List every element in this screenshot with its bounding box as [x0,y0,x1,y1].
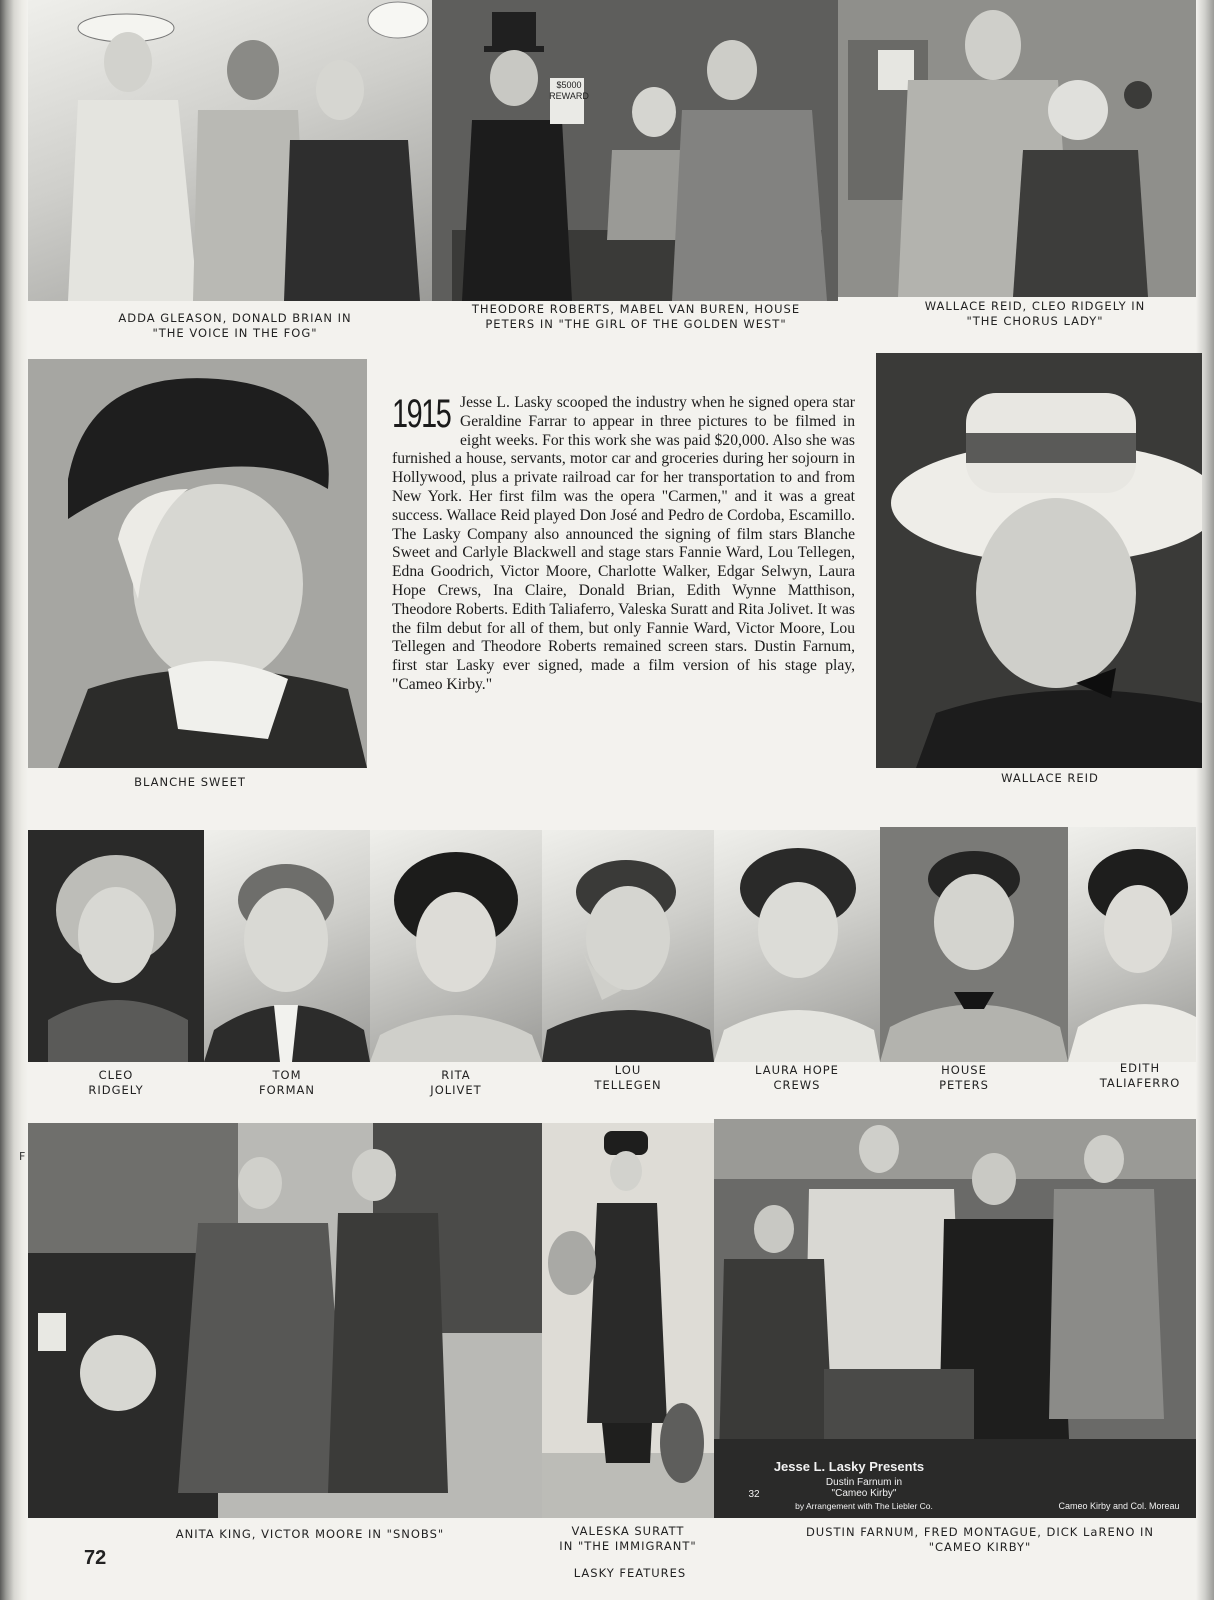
inset-farnum-in: Dustin Farnum in "Cameo Kirby" [825,1477,903,1499]
caption-edith-taliaferro: EDITH TALIAFERRO [1099,1061,1181,1090]
article-1915 [392,394,855,695]
caption-wallace-reid: WALLACE REID [1001,771,1099,785]
caption-laura-hope-crews: LAURA HOPE CREWS [755,1063,839,1092]
portrait-blanche-sweet [28,359,367,768]
portrait-lou-tellegen [542,830,714,1062]
portrait-tom-forman [204,830,370,1062]
caption-cleo-ridgely: CLEO RIDGELY [88,1068,144,1097]
caption-blanche-sweet: BLANCHE SWEET [134,775,246,789]
photo-voice-in-the-fog [28,0,432,301]
portrait-house-peters [880,827,1068,1062]
portrait-laura-hope-crews [714,830,880,1062]
article-body: Jesse L. Lasky scooped the industry when he signed opera star Geraldine Farrar to appear in three pictures to be filmed in eight weeks. For this work she was paid $20,000. Also she was furnished a house, servants, motor car and groceries during her sojourn in Hollywood, plus a private railroad car for her transportation to and from New York. Her first film was the opera "Carmen," and it was a great success. Wallace Reid played Don José and Pedro de Cordoba, Escamillo. The Lasky Company also announced the signing of film stars Blanche Sweet and Carlyle Blackwell and stage stars Fannie Ward, Lou Tellegen, Edna Goodrich, Victor Moore, Charlotte Walker, Edgar Selwyn, Laura Hope Crews, Ina Claire, Donald Brian, Edith Wynne Matthison, Theodore Roberts. Edith Taliaferro, Valeska Suratt and Rita Jolivet. It was the film debut for all of them, but only Fannie Ward, Victor Moore, Lou Tellegen and Theodore Roberts remained screen stars. Dustin Farnum, first star Lasky ever signed, made a film version of his stage play, "Cameo Kirby." [392,394,855,693]
poster-reward-sign: $5000 REWARD [549,80,589,101]
inset-lasky-presents: Jesse L. Lasky Presents [773,1459,925,1474]
portrait-cleo-ridgely [28,830,204,1062]
photo-cameo-kirby [714,1119,1196,1518]
photo-chorus-lady [838,0,1196,297]
photo-girl-of-the-golden-west [432,0,838,301]
caption-girl-of-the-golden-west: THEODORE ROBERTS, MABEL VAN BUREN, HOUSE PETERS IN "THE GIRL OF THE GOLDEN WEST" [471,302,801,331]
caption-house-peters: HOUSE PETERS [939,1063,989,1092]
inset-corner-credit: Cameo Kirby and Col. Moreau [1058,1501,1180,1511]
caption-tom-forman: TOM FORMAN [258,1068,316,1097]
portrait-wallace-reid [876,353,1202,768]
caption-chorus-lady: WALLACE REID, CLEO RIDGELY IN "THE CHORUS LADY" [924,299,1146,328]
caption-rita-jolivet: RITA JOLIVET [430,1068,482,1097]
caption-snobs: ANITA KING, VICTOR MOORE IN "SNOBS" [175,1527,445,1541]
page-binding-shadow [0,0,28,1600]
page-number: 72 [84,1547,107,1569]
caption-the-immigrant: VALESKA SURATT IN "THE IMMIGRANT" [559,1524,697,1553]
caption-cameo-kirby: DUSTIN FARNUM, FRED MONTAGUE, DICK LaRENO IN "CAMEO KIRBY" [805,1525,1155,1554]
margin-letter: F [19,1150,26,1163]
caption-voice-in-the-fog: ADDA GLEASON, DONALD BRIAN IN "THE VOICE IN THE FOG" [118,311,352,340]
page-edge-shadow [1196,0,1214,1600]
photo-snobs [28,1123,542,1518]
article-year: 1915 [392,392,451,436]
portrait-edith-taliaferro [1068,827,1196,1062]
caption-lou-tellegen: LOU TELLEGEN [594,1063,662,1092]
portrait-rita-jolivet [370,830,542,1062]
footer-title: LASKY FEATURES [573,1566,687,1580]
inset-still-number: 32 [748,1489,760,1500]
inset-arrangement: by Arrangement with The Liebler Co. [795,1501,933,1511]
photo-the-immigrant [542,1123,714,1518]
